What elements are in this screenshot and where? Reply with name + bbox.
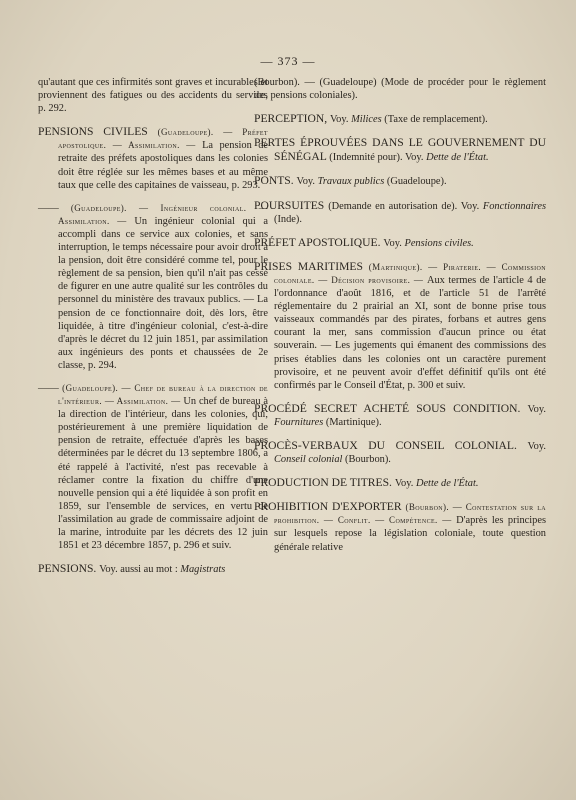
index-entry xyxy=(38,125,268,191)
index-entry xyxy=(254,500,546,553)
entry-subheading: (Bourbon). — Contestation sur la prohibition. — Conflit. — Compétence. — xyxy=(274,502,546,526)
entry-text: (Demande en autorisation de). Voy. xyxy=(328,200,483,212)
entry-text: qu'autant que ces infirmités sont graves et incurables et proviennent des fatigues ou des accidents du service, p. 292. xyxy=(38,77,268,115)
index-entry xyxy=(254,174,546,188)
ditto-dash: —— xyxy=(38,202,71,214)
entry-text: (Indemnité pour). Voy. xyxy=(329,152,427,164)
index-entry xyxy=(254,136,546,164)
entry-text: (Bourbon). xyxy=(342,454,391,466)
entry-heading: PERTES ÉPROUVÉES DANS LE GOUVERNEMENT DU SÉNÉGAL xyxy=(254,136,546,164)
entry-subheading: (Guadeloupe). — Ingénieur colonial. — Assimilation. — xyxy=(58,202,268,226)
index-entry xyxy=(254,402,546,429)
entry-text: Voy. xyxy=(527,440,546,452)
index-entry xyxy=(254,236,546,250)
cross-reference: Pensions civiles. xyxy=(404,237,474,249)
entry-subheading: (Martinique). — Piraterie. — Commission coloniale. — Décision provisoire. — xyxy=(274,261,546,285)
continued-text xyxy=(38,76,268,115)
entry-heading: POURSUITES xyxy=(254,198,329,212)
index-entry xyxy=(254,260,546,392)
index-entry xyxy=(254,439,546,466)
entry-text: Voy. xyxy=(394,478,416,490)
left-column xyxy=(38,76,268,586)
entry-text: Voy. xyxy=(296,176,318,188)
entry-text: (Guadeloupe). xyxy=(384,176,447,188)
entry-text: (Taxe de remplacement). xyxy=(381,114,488,126)
entry-text: (Bourbon). — (Guadeloupe) (Mode de procéder pour le règlement des pensions coloniales). xyxy=(254,77,546,102)
right-column xyxy=(254,76,546,564)
entry-heading: PROHIBITION D'EXPORTER xyxy=(254,500,406,514)
entry-text: Un ingénieur colonial qui a accompli dans ce service aux colonies, et sans interruption, le temps nécessaire pour avoir droit à la pension, doit être considéré comme tel, pour le règlement de sa pension, bien qu'il n'ait pas cessé de figurer en une autre qualité sur les contrôles du personnel du ministère des travaux publics. — La pension de ce fonctionnaire doit, dès lors, être liquidée, à titre d'ingénieur colonial, c'est-à-dire d'après le décret du 12 juin 1851, par assimilation aux ingénieurs des ponts et chaussées de 2e classe, p. 294. xyxy=(58,215,268,371)
entry-heading: PRÉFET APOSTOLIQUE. xyxy=(254,235,384,249)
entry-text: Voy. aussi au mot : xyxy=(99,564,181,576)
entry-heading: PROCÉDÉ SECRET ACHETÉ SOUS CONDITION. xyxy=(254,401,528,415)
entry-text: La pension de retraite des préfets apostoliques dans les colonies doit être réglée sur les mêmes bases et au même taux que celle des capitaines de vaisseau, p. 293. xyxy=(58,140,268,191)
ditto-dash: —— xyxy=(38,382,63,394)
entry-heading: PERCEPTION, xyxy=(254,112,331,126)
cross-reference: Magistrats xyxy=(180,564,226,576)
entry-text: Voy. xyxy=(527,403,546,415)
entry-text: (Martinique). xyxy=(323,416,382,428)
index-entry xyxy=(254,476,546,490)
entry-heading: PONTS. xyxy=(254,174,297,188)
page-number: — 373 — xyxy=(260,54,316,68)
cross-reference: Conseil colonial xyxy=(274,454,343,466)
entry-heading: PENSIONS CIVILES xyxy=(38,125,158,139)
cross-reference: Fournitures xyxy=(274,416,324,428)
entry-text: Aux termes de l'article 4 de l'ordonnance d'août 1816, et de l'article 51 de l'arrêté réglementaire du 2 prairial an XI, sont de bonne prise tous vaisseaux commandés par des pirates, forbans et autres gens courant la mer, sans commission d'aucun prince ou état souverain. — Les jugements qui émanent des commissions des prises établies dans les colonies ont un caractère purement provisoire, et ne peuvent avoir d'effet définitif qu'ils ont été confirmés par le Conseil d'État, p. 300 et suiv. xyxy=(274,274,546,391)
index-entry xyxy=(38,562,268,576)
index-entry xyxy=(254,112,546,126)
index-entry xyxy=(38,382,268,552)
cross-reference: Fonctionnaires xyxy=(482,200,546,212)
continued-text xyxy=(254,76,546,102)
entry-text: (Inde). xyxy=(274,213,302,225)
entry-heading: PENSIONS. xyxy=(38,562,100,576)
index-entry xyxy=(38,202,268,372)
entry-subheading: (Guadeloupe). — Chef de bureau à la direction de l'intérieur. — Assimilation. — xyxy=(58,382,268,407)
entry-text: Voy. xyxy=(383,237,405,249)
entry-heading: PRISES MARITIMES xyxy=(254,259,369,273)
cross-reference: Milices xyxy=(351,114,382,126)
cross-reference: Dette de l'État. xyxy=(426,152,489,164)
entry-text: Voy. xyxy=(330,114,352,126)
entry-text: D'après les principes sur lesquels repose la législation coloniale, toute question générale relative xyxy=(274,515,547,553)
entry-heading: PRODUCTION DE TITRES. xyxy=(254,476,395,490)
index-entry xyxy=(254,199,546,226)
cross-reference: Dette de l'État. xyxy=(415,478,479,490)
entry-text: Un chef de bureau à la direction de l'intérieur, dans les colonies, qui, postérieurement à une première liquidation de pension de retraite, effectuée d'après les bases déterminées par le décret du 13 septembre 1806, a été rappelé à l'activité, n'est pas recevable à réclamer contre la fixation du chiffre d'une nouvelle pension qui a été liquidée à son profit en 1859, sur l'ensemble de services, en vertu de l'assimilation au grade de commissaire adjoint de la marine, introduite par les décrets des 12 juin 1851 et 23 décembre 1857, p. 296 et suiv. xyxy=(58,396,268,552)
cross-reference: Travaux publics xyxy=(317,176,385,188)
entry-subheading: (Guadeloupe). — Préfet apostolique. — Assimilation. — xyxy=(58,127,268,151)
entry-heading: PROCÈS-VERBAUX DU CONSEIL COLONIAL. xyxy=(254,438,528,452)
